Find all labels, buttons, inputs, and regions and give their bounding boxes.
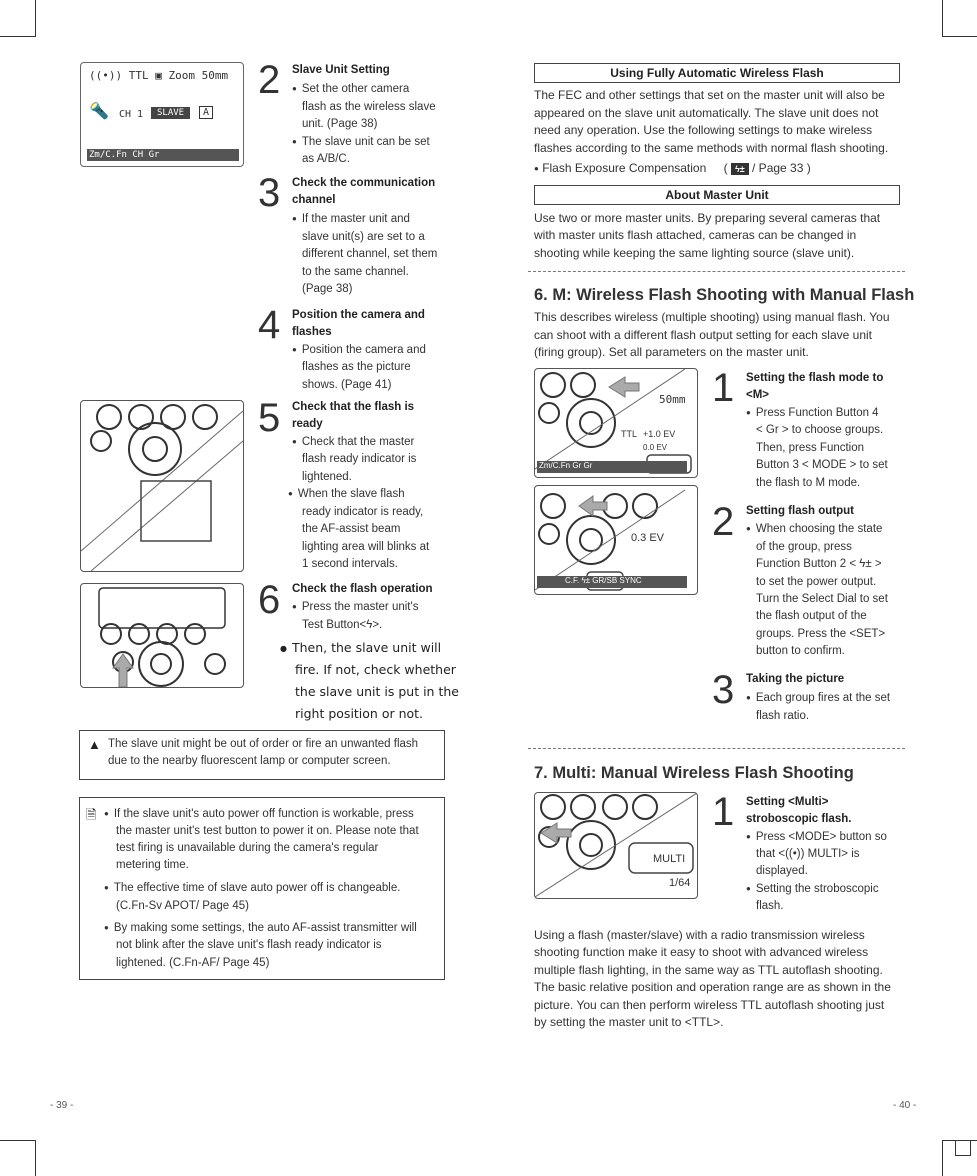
lcd-bottom-bar-1: Zm/C.Fn Gr Gr [539, 461, 593, 470]
section-divider [528, 748, 905, 749]
step-5-line: ● Check that the master [292, 434, 414, 452]
warning-box [79, 730, 445, 780]
step-5-line: the AF-assist beam [302, 523, 401, 535]
note-3-line: not blink after the slave unit's flash ready indicator is [116, 939, 382, 951]
sec6-step-2-line: ● When choosing the state [746, 521, 882, 539]
step-5-title: Check that the flash is ready [292, 401, 415, 430]
step-5-line: ready indicator is ready, [302, 506, 424, 518]
section-7-text: multiple flash lighting, in the same way as TTL autoflash shooting. [534, 963, 883, 977]
lcd-mode-a: A [199, 106, 213, 119]
section-7-text: picture. You can then perform wireless TTL autoflash shooting just [534, 998, 885, 1012]
crop-mark-tl [35, 0, 36, 37]
output-setting-illustration [534, 485, 698, 595]
sec6-step-2-line: to set the power output. [756, 576, 877, 588]
sec6-step-3-number: 3 [712, 668, 735, 712]
fec-page: / Page 33 ) [752, 161, 811, 175]
section-7-text: shooting function make it easy to shoot with advanced wireless [534, 945, 869, 959]
sec6-step-2-line: groups. Press the <SET> [756, 628, 886, 640]
section-6-intro: (firing group). Set all parameters on the master unit. [534, 345, 809, 359]
fully-auto-line: flashes according to the same methods with normal flash shooting. [534, 141, 889, 155]
fully-auto-line: appeared on the slave unit automatically. The slave unit does not [534, 106, 879, 120]
step-5-line: lighting area will blinks at [302, 541, 430, 553]
step-3-line: slave unit(s) are set to a [302, 231, 425, 243]
note-1-line: metering time. [116, 859, 189, 871]
step-3-number: 3 [258, 171, 281, 215]
step-4-line: flashes as the picture [302, 361, 411, 373]
sec7-step-1-line: ● Press <MODE> button so [746, 829, 887, 847]
note-3-line: ● By making some settings, the auto AF-assist transmitter will [104, 920, 417, 938]
then-note-line: the slave unit is put in the [295, 684, 459, 699]
fec-label: Flash Exposure Compensation [542, 161, 707, 175]
lcd-bottom-bar: Zm/C.Fn CH Gr [87, 149, 239, 161]
note-1-line: test firing is unavailable during the camera's regular [116, 842, 379, 854]
lcd-top-row: ((•)) TTL ▣ Zoom 50mm [89, 69, 229, 82]
sec6-step-3-line: flash ratio. [756, 710, 810, 722]
step-2-line: flash as the wireless slave [302, 101, 436, 113]
sec6-step-1-line: the flash to M mode. [756, 477, 861, 489]
sec6-step-1-title: Setting the flash mode to [746, 372, 884, 384]
lcd-ev2: 0.0 EV [643, 443, 668, 452]
page-number-left: - 39 - [50, 1100, 74, 1111]
warning-icon: ▲ [88, 737, 101, 752]
step-2-line: unit. (Page 38) [302, 118, 378, 130]
step-5-number: 5 [258, 396, 281, 440]
step-4-title: Position the camera and flashes [292, 309, 425, 338]
fully-auto-line: need any operation. Use the following settings to make wireless [534, 123, 873, 137]
lcd-mm: 50mm [659, 393, 686, 406]
lcd-bottom-bar-2: C.F. ϟ± GR/SB SYNC [565, 576, 642, 585]
step-2-line: as A/B/C. [302, 153, 350, 165]
sec7-step-1-title: stroboscopic flash. [746, 813, 852, 825]
sec7-step-1-line: ● Setting the stroboscopic [746, 881, 879, 899]
multi-setting-illustration [534, 792, 698, 899]
sec6-step-2-line: of the group, press [756, 541, 852, 553]
then-note-line: right position or not. [295, 706, 424, 721]
section-divider [528, 271, 905, 272]
fec-line [534, 160, 811, 179]
fec-open-paren: ( [723, 161, 728, 175]
step-6-title: Check the flash operation [292, 583, 433, 595]
note-2-line: ● The effective time of slave auto power off is changeable. [104, 880, 400, 898]
sec6-step-1-title: <M> [746, 389, 770, 401]
section-7-text: The basic relative position and operation range are as shown in the [534, 980, 891, 994]
master-unit-title-box: About Master Unit [534, 185, 900, 205]
note-3-line: lightened. (C.Fn-AF/ Page 45) [116, 957, 270, 969]
step-4-line: shows. (Page 41) [302, 379, 392, 391]
sec6-step-2-line: Turn the Select Dial to set [756, 593, 888, 605]
sec6-step-1-line: ● Press Function Button 4 [746, 405, 879, 423]
lcd-ev3: 0.3 EV [631, 532, 665, 544]
sec6-step-3-title: Taking the picture [746, 673, 845, 685]
lcd-ev1: +1.0 EV [643, 429, 676, 439]
test-button-drawing [81, 584, 243, 687]
sec6-step-2-number: 2 [712, 500, 735, 544]
crop-mark-tl-h [0, 36, 36, 37]
flash-head-icon: 🔦 [89, 101, 109, 120]
crop-mark-br [942, 1140, 943, 1176]
step-6-line: Test Button<ϟ>. [302, 619, 383, 631]
lcd-slave-illustration [80, 62, 244, 167]
warning-line: The slave unit might be out of order or fire an unwanted flash [108, 738, 419, 750]
page-number-right: - 40 - [893, 1100, 917, 1111]
note-2-line: (C.Fn-Sv APOT/ Page 45) [116, 900, 249, 912]
step-2-line: ● The slave unit can be set [292, 134, 430, 152]
master-unit-line: Use two or more master units. By preparing several cameras that [534, 211, 881, 225]
step-3-line: to the same channel. [302, 266, 409, 278]
sec6-step-2-line: Function Button 2 < ϟ± > [756, 558, 882, 570]
crop-mark-tr-h [942, 36, 977, 37]
note-icon: 🗎 [86, 807, 97, 822]
step-3-line: ● If the master unit and [292, 211, 410, 229]
lcd-ratio: 1/64 [669, 877, 691, 889]
flash-back-drawing [81, 401, 243, 571]
master-unit-line: with master units flash attached, cameras can be changed in [534, 228, 857, 242]
step-5-line: ● When the slave flash [288, 486, 405, 504]
fec-icon: ϟ± [731, 163, 749, 175]
then-note-line: fire. If not, check whether [295, 662, 456, 677]
section-7-text: Using a flash (master/slave) with a radio transmission wireless [534, 928, 865, 942]
note-1-line: the master unit's test button to power it on. Please note that [116, 825, 419, 837]
step-6-number: 6 [258, 578, 281, 622]
step-5-line: flash ready indicator is [302, 453, 417, 465]
fully-auto-line: The FEC and other settings that set on the master unit will also be [534, 88, 885, 102]
sec7-step-1-line: displayed. [756, 865, 808, 877]
mode-setting-illustration [534, 368, 698, 478]
sec7-step-1-title: Setting <Multi> [746, 796, 829, 808]
sec6-step-2-line: button to confirm. [756, 645, 845, 657]
lcd-slave-badge: SLAVE [151, 107, 190, 119]
crop-mark-bl-h [0, 1140, 36, 1141]
sec6-step-1-line: Button 3 < MODE > to set [756, 459, 888, 471]
fully-auto-title-box: Using Fully Automatic Wireless Flash [534, 63, 900, 83]
sec6-step-1-line: Then, press Function [756, 442, 865, 454]
sec7-step-1-number: 1 [712, 790, 735, 834]
section-7-text: by setting the master unit to <TTL>. [534, 1015, 724, 1029]
step-3-line: (Page 38) [302, 283, 353, 295]
section-6-intro: can shoot with a different flash output setting for each slave unit [534, 328, 872, 342]
flash-back-illustration [80, 400, 244, 572]
step-2-number: 2 [258, 58, 281, 102]
step-4-number: 4 [258, 303, 281, 347]
step-3-line: different channel, set them [302, 248, 438, 260]
master-unit-line: shooting while keeping the same lighting source (slave unit). [534, 246, 855, 260]
crop-mark-br-box [955, 1140, 971, 1156]
sec6-step-2-line: the flash output of the [756, 610, 867, 622]
step-5-line: 1 second intervals. [302, 558, 398, 570]
then-note-line: ● Then, the slave unit will [280, 637, 441, 661]
lcd-multi: MULTI [653, 853, 686, 865]
step-4-line: ● Position the camera and [292, 342, 426, 360]
sec6-step-1-number: 1 [712, 366, 735, 410]
lcd-ttl: TTL [621, 429, 638, 439]
notes-box [79, 797, 445, 980]
note-1-line: ● If the slave unit's auto power off function is workable, press [104, 806, 414, 824]
crop-mark-bl [35, 1140, 36, 1176]
test-button-illustration [80, 583, 244, 688]
lcd-channel: CH 1 [119, 109, 144, 120]
step-6-line: ● Press the master unit's [292, 599, 418, 617]
section-7-title: 7. Multi: Manual Wireless Flash Shooting [534, 764, 854, 782]
sec6-step-2-title: Setting flash output [746, 505, 854, 517]
step-5-line: lightened. [302, 471, 352, 483]
sec7-step-1-line: that <((•)) MULTI> is [756, 848, 860, 860]
section-6-intro: This describes wireless (multiple shooting) using manual flash. You [534, 310, 890, 324]
step-2-line: ● Set the other camera [292, 81, 409, 99]
step-2-title: Slave Unit Setting [292, 64, 390, 76]
crop-mark-tr [942, 0, 943, 37]
section-6-title: 6. M: Wireless Flash Shooting with Manual Flash [534, 286, 915, 304]
step-3-title: Check the communication channel [292, 177, 436, 206]
sec6-step-1-line: < Gr > to choose groups. [756, 424, 884, 436]
sec6-step-3-line: ● Each group fires at the set [746, 690, 890, 708]
warning-line: due to the nearby fluorescent lamp or computer screen. [108, 755, 391, 767]
sec7-step-1-line: flash. [756, 900, 784, 912]
bullet: ● [534, 164, 539, 173]
